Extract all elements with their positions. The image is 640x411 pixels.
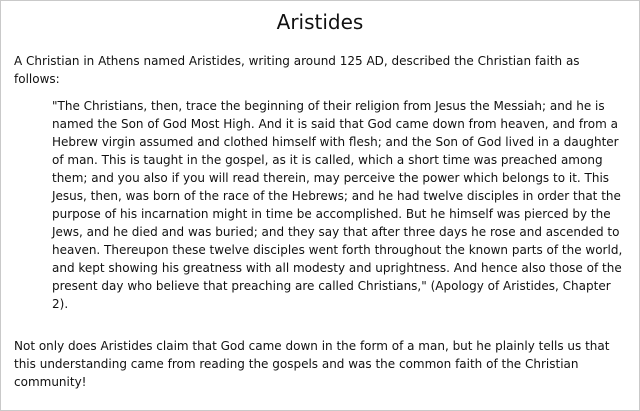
page-title: Aristides bbox=[276, 10, 364, 34]
closing-paragraph: Not only does Aristides claim that God came down in the form of a man, but he plainly tells us that this understanding came from reading the gospels and was the common faith of the Christian community! bbox=[14, 339, 610, 389]
intro-paragraph: A Christian in Athens named Aristides, writing around 125 AD, described the Christian faith as follows: bbox=[14, 54, 580, 86]
aristides-quote: "The Christians, then, trace the beginning of their religion from Jesus the Messiah; and he is named the Son of God Most High. And it is said that God came down from heaven, and from a Hebrew virgin assumed and clothed himself with flesh; and the Son of God lived in a daughter of man. This is taught in the gospel, as it is called, which a short time was preached among them; and you also if you will read therein, may perceive the power which belongs to it. This Jesus, then, was born of the race of the Hebrews; and he had twelve disciples in order that the purpose of his incarnation might in time be accomplished. But he himself was pierced by the Jews, and he died and was buried; and they say that after three days he rose and ascended to heaven. Thereupon these twelve disciples went forth throughout the known parts of the world, and kept showing his greatness with all modesty and uprightness. And hence also those of the present day who believe that preaching are called Christians," (Apology of Aristides, Chapter 2). bbox=[52, 99, 623, 311]
